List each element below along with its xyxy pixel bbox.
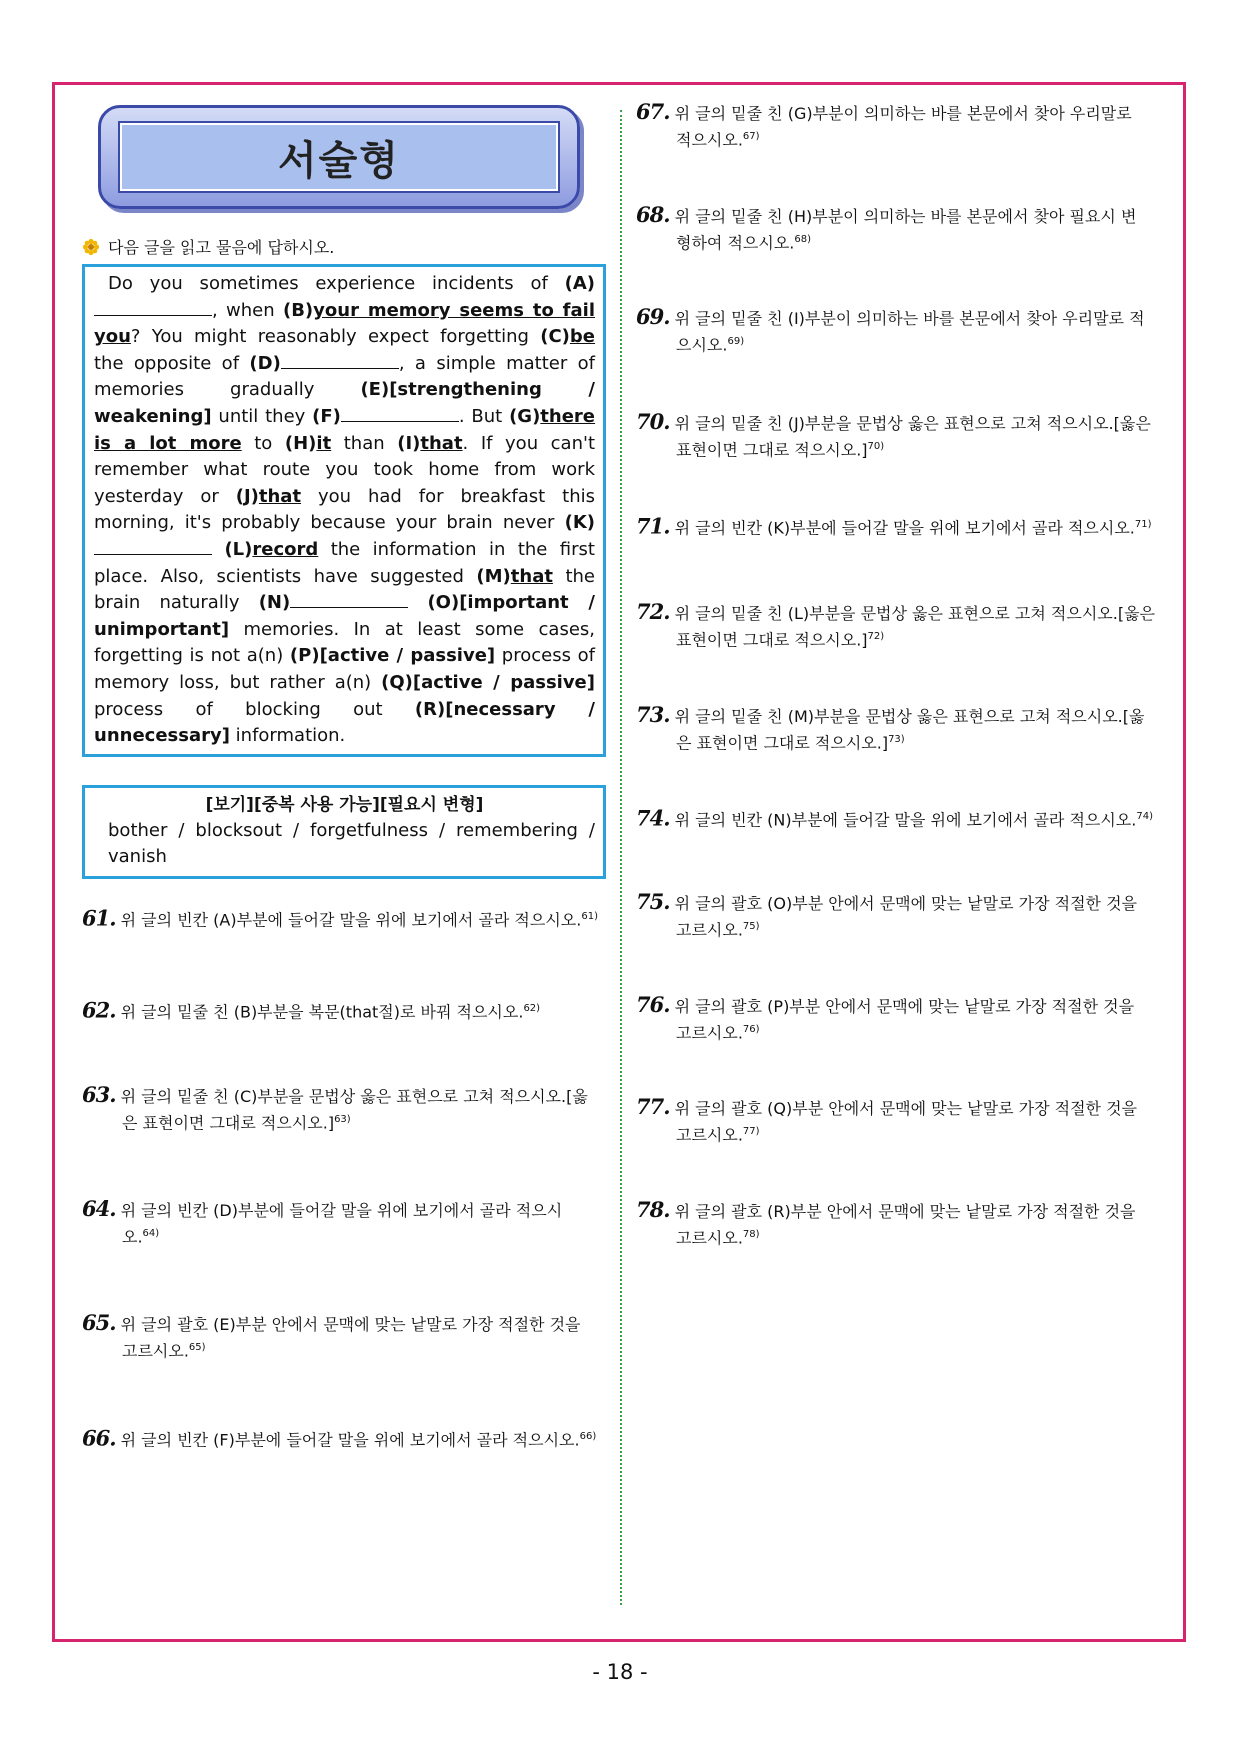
word-bank-box [82,785,606,879]
question-text: 위 글의 밑줄 친 (G)부분이 의미하는 바를 본문에서 찾아 우리말로 [674,104,1132,123]
question-number: 63. [82,1081,116,1107]
footnote-ref: 61) [581,910,598,922]
question-text: 위 글의 밑줄 친 (H)부분이 의미하는 바를 본문에서 찾아 필요시 변 [674,207,1137,226]
question-text: 위 글의 빈칸 (D)부분에 들어갈 말을 위에 보기에서 골라 적으시 [120,1200,563,1220]
blank-n [290,591,408,608]
question-text: 위 글의 밑줄 친 (L)부분을 문법상 옳은 표현으로 고쳐 적으시오.[옳은 [674,604,1155,623]
question-number: 66. [82,1425,116,1451]
column-divider [620,110,622,1605]
question-text: 위 글의 빈칸 (A)부분에 들어갈 말을 위에 보기에서 골라 적으시오. [120,910,582,930]
question-text-cont: 적으시오.$^{67)}$ [676,130,760,150]
question-text-cont: 고르시오.$^{78)}$ [676,1228,760,1248]
question-number: 62. [82,997,116,1023]
footnote-ref: 78) [742,1229,760,1240]
blank-f [341,405,459,422]
question-item [636,805,1160,831]
page-number: - 18 - [592,1660,648,1684]
question-item [636,513,1160,539]
section-title: 서술형 [278,137,400,184]
footnote-ref: 62) [523,1002,541,1014]
question-text-cont: 고르시오.$^{65)}$ [122,1341,206,1361]
question-item [82,1197,606,1248]
question-text: 위 글의 밑줄 친 (I)부분이 의미하는 바를 본문에서 찾아 우리말로 적 [674,309,1145,328]
question-text-cont: 형하여 적으시오.$^{68)}$ [676,233,812,253]
question-text-cont: 으시오.$^{69)}$ [676,335,745,355]
question-item [636,1198,1160,1249]
footnote-ref: 69) [727,336,745,347]
question-text-cont: 오.$^{64)}$ [122,1227,160,1247]
question-text: 위 글의 괄호 (R)부분 안에서 문맥에 맞는 낱말로 가장 적절한 것을 [674,1202,1136,1221]
question-text: 위 글의 괄호 (Q)부분 안에서 문맥에 맞는 낱말로 가장 적절한 것을 [674,1099,1137,1118]
word-bank-words: bother / blocksout / forgetfulness / remembering / vanish [108,819,595,867]
footnote-ref: 64) [142,1227,160,1239]
question-item [636,600,1160,651]
word-bank-header: [보기][중복 사용 가능][필요시 변형] [205,794,484,815]
question-text-cont: 은 표현이면 그대로 적으시오.]$^{73)}$ [676,733,905,753]
question-number: 68. [636,202,670,227]
question-text: 위 글의 밑줄 친 (J)부분을 문법상 옳은 표현으로 고쳐 적으시오.[옳은 [674,414,1151,433]
question-text-cont: 고르시오.$^{76)}$ [676,1023,760,1043]
question-number: 70. [636,409,670,434]
question-number: 72. [636,599,670,624]
footnote-ref: 67) [742,131,760,142]
question-number: 74. [636,805,670,831]
question-item [82,997,606,1023]
question-item [82,1425,606,1451]
question-number: 61. [82,905,116,931]
question-item [82,1311,606,1362]
footnote-ref: 74) [1136,811,1153,822]
blank-d [281,352,399,369]
question-number: 71. [636,513,670,539]
footnote-ref: 75) [742,921,760,932]
question-text: 위 글의 괄호 (O)부분 안에서 문맥에 맞는 낱말로 가장 적절한 것을 [674,894,1137,913]
footnote-ref: 68) [794,234,812,245]
question-item [82,905,606,931]
footnote-ref: 70) [867,441,885,452]
question-item [636,1095,1160,1146]
question-number: 75. [636,889,670,914]
footnote-ref: 72) [867,631,885,642]
question-number: 67. [636,99,670,124]
instruction [82,235,606,258]
question-item [636,703,1160,754]
question-text: 위 글의 빈칸 (F)부분에 들어갈 말을 위에 보기에서 골라 적으시오. [120,1430,580,1450]
question-text: 위 글의 밑줄 친 (C)부분을 문법상 옳은 표현으로 고쳐 적으시오.[옳 [120,1086,588,1106]
question-text: 위 글의 밑줄 친 (M)부분을 문법상 옳은 표현으로 고쳐 적으시오.[옳 [674,707,1145,726]
footnote-ref: 73) [888,734,905,745]
question-item [636,993,1160,1044]
question-number: 65. [82,1309,116,1335]
footnote-ref: 63) [334,1113,351,1125]
question-text-cont: 고르시오.$^{77)}$ [676,1125,760,1145]
question-number: 69. [636,304,670,329]
footnote-ref: 76) [742,1024,760,1035]
question-item [636,203,1160,254]
flower-icon [82,238,100,256]
instruction-text: 다음 글을 읽고 물음에 답하시오. [108,238,335,257]
blank-k [94,538,212,555]
left-column [82,105,606,1451]
question-number: 73. [636,702,670,727]
question-text-cont: 표현이면 그대로 적으시오.]$^{70)}$ [676,440,885,460]
blank-a [94,299,212,316]
footnote-ref: 77) [742,1126,760,1137]
question-text-cont: 은 표현이면 그대로 적으시오.]$^{63)}$ [122,1113,351,1133]
footnote-ref: 71) [1134,519,1152,530]
question-text-cont: 표현이면 그대로 적으시오.]$^{72)}$ [676,630,885,650]
question-item [636,890,1160,941]
question-number: 78. [636,1197,670,1222]
question-number: 76. [636,992,670,1017]
question-item [82,1083,606,1134]
question-text: 위 글의 빈칸 (K)부분에 들어갈 말을 위에 보기에서 골라 적으시오. [674,518,1135,538]
passage-box: Do you sometimes experience incidents of (A), when (B)your memory seems to fail you? You might reasonably expect forgetting (C)be the opposite of (D) , a simple matter of memories gradually (E)[strengthening / weakening] until they (F) . But (G)there is a lot more to (H)it than (I)that. If you can't remember what route you took home from work yesterday or (J)that you had for breakfast this morning, it's probably because your brain never (K) (L)record the information in the first place. Also, scientists have suggested (M)that the brain naturally (N) (O)[important / unimportant] memories. In at least some cases, forgetting is not a(n) (P)[active / passive] process of memory loss, but rather a(n) (Q)[active / passive] process of blocking out (R)[necessary / unnecessary] information. [82,264,606,757]
question-number: 64. [82,1195,116,1221]
question-item [636,305,1160,356]
section-banner [98,105,580,209]
footnote-ref: 65) [188,1341,206,1353]
question-text: 위 글의 밑줄 친 (B)부분을 복문(that절)로 바꿔 적으시오. [120,1002,524,1022]
question-text: 위 글의 괄호 (P)부분 안에서 문맥에 맞는 낱말로 가장 적절한 것을 [674,997,1135,1016]
question-text-cont: 고르시오.$^{75)}$ [676,920,760,940]
footnote-ref: 66) [579,1430,597,1442]
question-number: 77. [636,1094,670,1119]
question-item [636,100,1160,151]
question-item [636,410,1160,461]
question-text: 위 글의 빈칸 (N)부분에 들어갈 말을 위에 보기에서 골라 적으시오. [674,810,1137,830]
question-text: 위 글의 괄호 (E)부분 안에서 문맥에 맞는 낱말로 가장 적절한 것을 [120,1314,581,1334]
